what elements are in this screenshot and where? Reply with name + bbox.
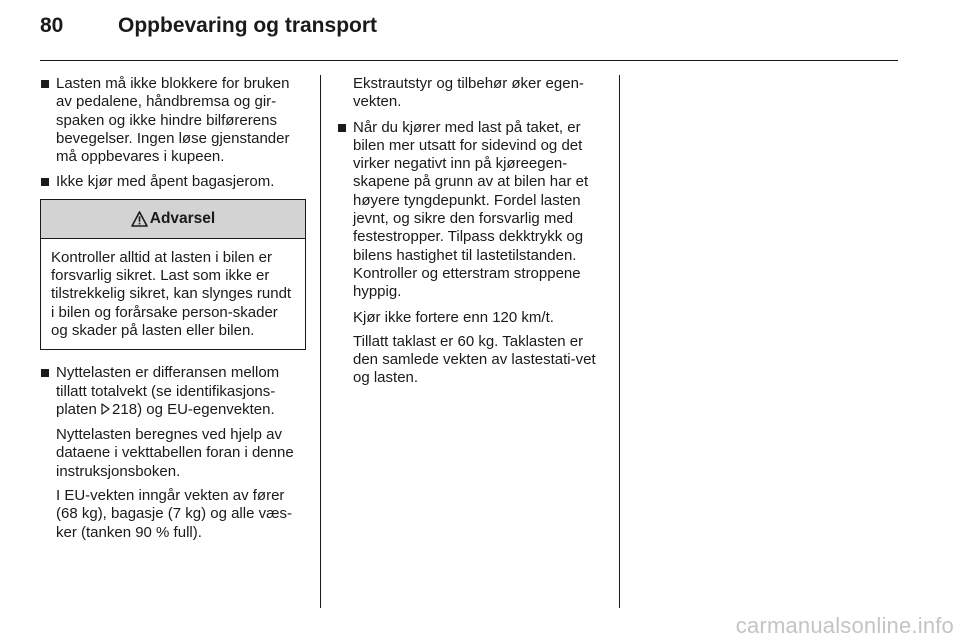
- page-reference-link[interactable]: 218: [112, 400, 138, 418]
- warning-box: [40, 199, 306, 350]
- bullet-item: [40, 75, 306, 166]
- page-number: 80: [40, 14, 64, 37]
- bullet-square-icon: [41, 369, 49, 377]
- page-reference-arrow-icon: [101, 403, 110, 415]
- paragraph: Nyttelasten beregnes ved hjelp av dataene i vekttabellen foran i denne instruksjonsboken.: [56, 426, 294, 480]
- warning-title: Advarsel: [149, 209, 216, 227]
- warning-header: [41, 200, 305, 239]
- bullet-text: Nyttelasten er differansen mellom tillatt totalvekt (se identifikasjons-platen: [56, 364, 280, 418]
- paragraph: I EU-vekten inngår vekten av fører (68 kg), bagasje (7 kg) og alle væs-ker (tanken 90 % full).: [56, 487, 292, 541]
- bullet-square-icon: [338, 124, 346, 132]
- warning-text: Kontroller alltid at lasten i bilen er forsvarlig sikret. Last som ikke er tilstrekkelig sikret, kan slynges rundt i bilen og forårsake person-skader og skader på lasten eller bilen.: [51, 248, 292, 339]
- header-divider: [40, 60, 898, 61]
- paragraph: Kjør ikke fortere enn 120 km/t.: [353, 308, 554, 326]
- bullet-text: Lasten må ikke blokkere for bruken av pedalene, håndbremsa og gir-spaken og ikke hindre bilførerens bevegelser. Ingen løse gjenstander må oppbevares i kupeen.: [56, 75, 290, 166]
- bullet-item: [40, 364, 306, 419]
- bullet-text-end: ) og EU-egenvekten.: [137, 400, 275, 418]
- warning-triangle-icon: [131, 211, 148, 227]
- paragraph: Tillatt taklast er 60 kg. Taklasten er den samlede vekten av lastestati-vet og lasten.: [353, 332, 596, 387]
- page-header: [40, 14, 377, 38]
- watermark: carmanualsonline.info: [735, 613, 954, 638]
- column-divider-1: [320, 75, 321, 608]
- paragraph: Ekstrautstyr og tilbehør øker egen-vekten.: [353, 75, 584, 111]
- bullet-square-icon: [41, 178, 49, 186]
- bullet-item: [337, 119, 609, 302]
- bullet-item: [40, 173, 306, 191]
- column-left: [40, 75, 306, 542]
- bullet-text: Når du kjører med last på taket, er bilen mer utsatt for sidevind og det virker negativt inn på kjøreegen-skapene på grunn av at bilen har et høyere tyngdepunkt. Fordel lasten jevnt, og sikre den forsvarlig med festestropper. Tilpass dekktrykk og bilens hastighet til lastetilstanden. Kontroller og etterstram stroppene hyppig.: [353, 118, 589, 301]
- column-middle: [337, 75, 609, 388]
- page-title: Oppbevaring og transport: [118, 14, 378, 37]
- bullet-text: Ikke kjør med åpent bagasjerom.: [56, 173, 275, 191]
- column-divider-2: [619, 75, 620, 608]
- bullet-square-icon: [41, 80, 49, 88]
